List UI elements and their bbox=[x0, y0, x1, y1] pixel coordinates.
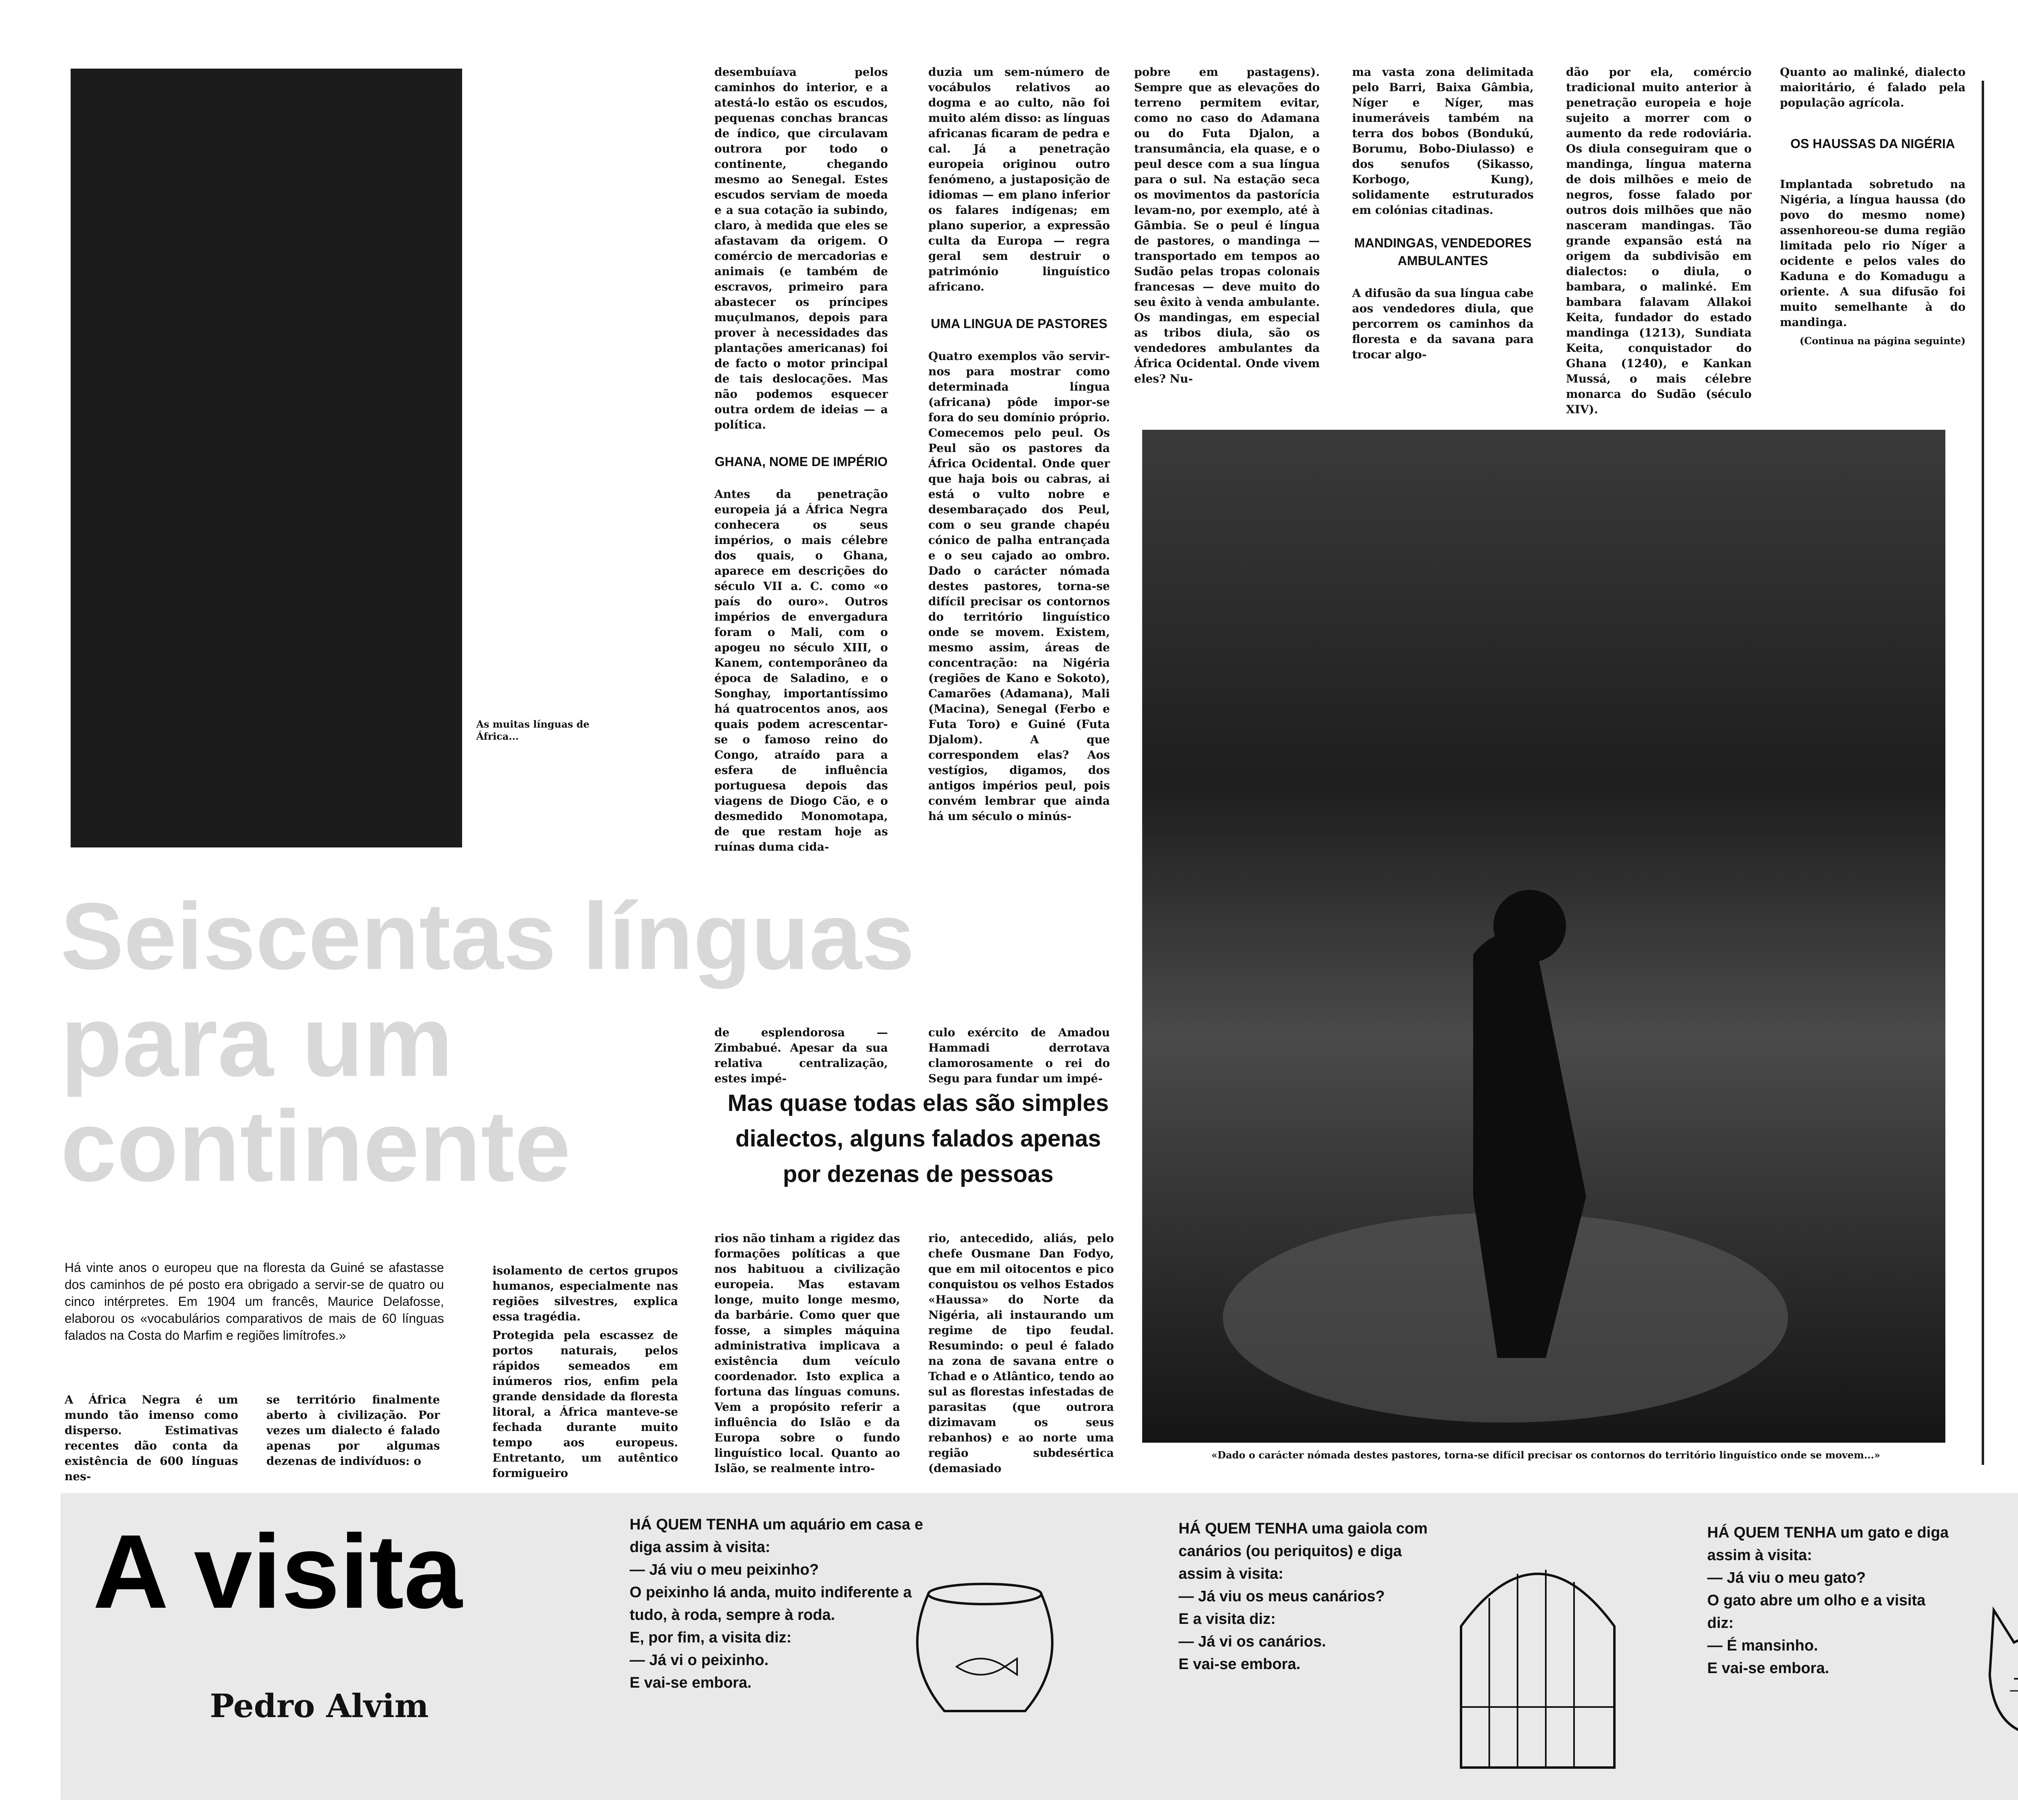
visita-item-aquario bbox=[630, 1513, 936, 1694]
visita-item-line: — Já viu o meu peixinho? bbox=[630, 1561, 819, 1578]
right-article-box bbox=[1982, 81, 2018, 1465]
visita-item-line: E a visita diz: bbox=[1179, 1611, 1276, 1628]
visita-item-canarios bbox=[1179, 1517, 1437, 1676]
visita-item-line: — Já viu o meu gato? bbox=[1707, 1569, 1866, 1586]
birdcage-icon bbox=[1449, 1538, 1627, 1780]
intro-column-b bbox=[65, 1392, 238, 1487]
col2-text3: de esplendorosa — Zimbabué. Apesar da sua relativa centralização, estes impé- bbox=[714, 1026, 888, 1085]
column-3-lower bbox=[928, 1025, 1110, 1090]
col7-subhead: OS HAUSSAS DA NIGÉRIA bbox=[1790, 136, 1955, 151]
col2-text: desembuíava pelos caminhos do interior, e a atestá-lo estão os escudos, pequenas conchas brancas de índico, que circulavam outrora por todo o continente, chegando mesmo ao Senegal. Estes escudos serviam de moeda e a sua cotação ia subindo, claro, à medida que eles se afastavam da origem. O comércio de mercadorias e animais (e também de escravos, primeiro para abastecer os príncipes muçulmanos, depois para prover à necessidades das plantações americanas) foi de facto o motor principal de tais deslocações. Mas não podemos esquecer outra ordem de ideias — a política. bbox=[714, 65, 888, 431]
visita-title: A visita bbox=[93, 1513, 463, 1630]
visita-item-line: E vai-se embora. bbox=[1179, 1656, 1301, 1673]
intro-p5: Protegida pela escassez de portos naturais, pelos rápidos semeados em inúmeros rios, enfim pela grande densidade da floresta litoral, a África manteve-se fechada durante muito tempo aos europeus. Entretanto, um autêntico formigueiro bbox=[492, 1328, 678, 1480]
col5-subhead: MANDINGAS, VENDEDORES AMBULANTES bbox=[1354, 236, 1532, 268]
intro-column-c bbox=[266, 1392, 440, 1472]
visita-item-head: HÁ QUEM TENHA um aquário em casa e diga assim à visita: bbox=[630, 1516, 923, 1556]
visita-item-line: E vai-se embora. bbox=[630, 1674, 752, 1691]
intro-column-a bbox=[65, 1259, 444, 1347]
headline-line-2: para um bbox=[61, 985, 453, 1097]
column-6 bbox=[1566, 65, 1752, 420]
visita-author: Pedro Alvim bbox=[210, 1687, 429, 1725]
visita-item-head: HÁ QUEM TENHA um gato e diga assim à visita: bbox=[1707, 1524, 1949, 1564]
col3-text2: Quatro exemplos vão servir-nos para mostrar como determinada língua (africana) pôde impor-se fora do seu domínio próprio. Comecemos pelo peul. Os Peul são os pastores da África Ocidental. Onde quer que haja bois ou cabras, ai está o vulto nobre e desembaraçado dos Peul, com o seu grande chapéu cónico de palha entrançada e o seu cajado ao ombro. Dado o carácter nómada destes pastores, torna-se difícil precisar os contornos do território linguístico onde se movem. Existem, mesmo assim, áreas de concentração: na Nigéria (regiões de Kano e Sokoto), Camarões (Adamana), Mali (Macina), Senegal (Ferbo e Futa Toro) e Guiné (Futa Djalom). A que correspondem elas? Aos vestígios, digamos, dos antigos impérios peul, pois convém lembrar que ainda há um século o minús- bbox=[928, 349, 1110, 823]
aquarium-icon bbox=[900, 1578, 1070, 1727]
lower-b-text: rio, antecedido, aliás, pelo chefe Ousmane Dan Fodyo, que em mil oitocentos e pico conquistou os velhos Estados «Haussa» do Norte da Nigéria, ali instaurando um regime de tipo feudal. Resumindo: o peul é falado na zona de savana entre o Tchad e o Atlântico, tendo ao sul as florestas infestadas de parasitas (que outrora dizimavam os seus rebanhos) e ao norte uma região subdesértica (demasiado bbox=[928, 1232, 1114, 1475]
lower-a-text: rios não tinham a rigidez das formações políticas a que nos habituou a civilização europeia. Mas estavam longe, muito longe mesmo, da barbárie. Como quer que fosse, a simples máquina administrativa implicava a existência dum veículo coordenador. Isto explica a fortuna das línguas comuns. Vem a propósito referir a influência do Islão e da Europa sobre o fundo linguístico local. Quanto ao Islão, se realmente intro- bbox=[714, 1232, 900, 1475]
intro-p3: se território finalmente aberto à civilização. Por vezes um dialecto é falado apenas por algumas dezenas de indivíduos: o bbox=[266, 1393, 440, 1468]
title-line-1 bbox=[2010, 121, 2018, 182]
photo-figure bbox=[1142, 430, 1945, 1443]
lower-column-b bbox=[928, 1231, 1114, 1479]
headline-line-3: continente bbox=[61, 1090, 571, 1202]
col3-text: duzia um sem-número de vocábulos relativos ao dogma e ao culto, não foi muito além disso: as línguas africanas ficaram de pedra e cal. Já a penetração europeia originou outro fenómeno, a justaposição de idiomas — em plano inferior os falares indígenas; em plano superior, a expressão culta da Europa — regra geral sem destruir o património linguístico africano. bbox=[928, 65, 1110, 293]
column-4 bbox=[1134, 65, 1320, 390]
intro-p1: Há vinte anos o europeu que na floresta da Guiné se afastasse dos caminhos de pé posto era obrigado a servir-se de quatro ou cinco intérpretes. Em 1904 um francês, Maurice Delafosse, elaborou os «vocabulários comparativos de mais de 60 línguas falados na Costa do Marfim e regiões limítrofes.» bbox=[65, 1260, 444, 1343]
visita-item-line: E, por fim, a visita diz: bbox=[630, 1629, 792, 1646]
cat-icon bbox=[1978, 1586, 2018, 1747]
visita-item-line: O gato abre um olho e a visita diz: bbox=[1707, 1592, 1926, 1632]
right-article-title bbox=[2010, 121, 2018, 242]
visita-item-line: O peixinho lá anda, muito indiferente a tudo, à roda, sempre à roda. bbox=[630, 1584, 912, 1623]
headline-line-1: Seiscentas línguas bbox=[61, 883, 915, 989]
pull-quote: Mas quase todas elas são simples dialectos, alguns falados apenas por dezenas de pessoas bbox=[727, 1090, 1109, 1187]
central-photo bbox=[1142, 430, 1945, 1443]
title-line-2 bbox=[2010, 182, 2018, 242]
photo-caption: «Dado o carácter nómada destes pastores, torna-se difícil precisar os contornos do território linguístico onde se movem...» bbox=[1211, 1449, 1880, 1461]
left-photo-caption: As muitas línguas de África... bbox=[476, 718, 590, 742]
visita-item-head: HÁ QUEM TENHA uma gaiola com canários (ou periquitos) e diga assim à visita: bbox=[1179, 1520, 1428, 1582]
col7-text2: Implantada sobretudo na Nigéria, a língua haussa (do povo do mesmo nome) assenhoreou-se duma região limitada pelo rio Níger a ocidente e pelos vales do Kaduna e do Komadugu a oriente. A sua difusão foi muito semelhante à do mandinga. bbox=[1780, 178, 1966, 329]
col2-text2: Antes da penetração europeia já a África Negra conhecera os seus impérios, o mais célebre dos quais, o Ghana, aparece em descrições do século VII a. C. como «o país do ouro». Outros impérios de envergadura foram o Mali, com o apogeu no século XIII, o Kanem, contemporâneo da época de Saladino, e o Songhay, importantíssimo há quatrocentos anos, aos quais podem acrescentar-se o famoso reino do Congo, atraído para a esfera de influência portuguesa depois das viagens de Diogo Cão, e o desmedido Monomotapa, de que restam hoje as ruínas duma cida- bbox=[714, 487, 888, 854]
col7-continua: (Continua na página seguinte) bbox=[1799, 335, 1966, 347]
col7-text: Quanto ao malinké, dialecto maioritário, é falado pela população agrícola. bbox=[1780, 65, 1966, 109]
col5-text: ma vasta zona delimitada pelo Barri, Baixa Gâmbia, Níger e Níger, mas inumeráveis também na terra dos bobos (Bondukú, Borumu, Bobo-Diulasso) e dos senufos (Sikasso, Korbogo, Kung), solidamente estruturados em colónias citadinas. bbox=[1352, 65, 1534, 217]
col6-text: dão por ela, comércio tradicional muito anterior à penetração europeia e hoje sujeito a morrer com o aumento da rede rodoviária. Os diula conseguiram que o mandinga, língua materna de dois milhões e meio de negros, fosse falado por outros dois milhões que não nasceram mandingas. Tão grande expansão está na origem da subdivisão em dialectos: o diula, o bambara, o malinké. Em bambara falavam Allakoi Keita, fundador do estado mandinga (1213), Sundiata Keita, conquistador do Ghana (1240), e Kankan Mussá, o mais célebre monarca do Sudão (século XIV). bbox=[1566, 65, 1752, 416]
col2-subhead: GHANA, NOME DE IMPÉRIO bbox=[714, 454, 888, 469]
col5-text2: A difusão da sua língua cabe aos vendedores diula, que percorrem os caminhos da floresta e da savana para trocar algo- bbox=[1352, 287, 1534, 361]
column-2 bbox=[714, 65, 888, 858]
visita-item-line: — É mansinho. bbox=[1707, 1637, 1818, 1654]
col3-text3: culo exército de Amadou Hammadi derrotava clamorosamente o rei do Segu para fundar um impé- bbox=[928, 1026, 1110, 1085]
intro-p2: A África Negra é um mundo tão imenso como disperso. Estimativas recentes dão conta da existência de 600 línguas nes- bbox=[65, 1393, 238, 1483]
visita-item-line: — Já vi os canários. bbox=[1179, 1633, 1326, 1650]
left-photo bbox=[71, 69, 462, 847]
column-5 bbox=[1352, 65, 1534, 366]
visita-item-line: E vai-se embora. bbox=[1707, 1660, 1830, 1677]
visita-item-gato bbox=[1707, 1521, 1949, 1680]
column-7 bbox=[1780, 65, 1966, 352]
intro-column-d bbox=[492, 1263, 678, 1484]
col3-subhead: UMA LINGUA DE PASTORES bbox=[931, 316, 1107, 331]
column-3 bbox=[928, 65, 1110, 827]
col4-text: pobre em pastagens). Sempre que as elevações do terreno permitem evitar, como no caso do Adamana ou do Futa Djalon, a transumância, ela quase, e o peul desce com a sua língua para o sul. Na estação seca os movimentos da pastorícia levam-no, por exemplo, até à Gâmbia. Se o peul é língua de pastores, o mandinga — transportado em tempos ao Sudão pelas tropas colonais francesas — deve muito do seu êxito à venda ambulante. Os mandingas, em especial as tribos diula, são os vendedores ambulantes da África Ocidental. Onde vivem eles? Nu- bbox=[1134, 65, 1320, 385]
visita-item-line: — Já vi o peixinho. bbox=[630, 1652, 769, 1669]
lower-column-a bbox=[714, 1231, 900, 1479]
visita-item-line: — Já viu os meus canários? bbox=[1179, 1588, 1385, 1605]
column-2-lower bbox=[714, 1025, 888, 1090]
intro-p4: isolamento de certos grupos humanos, especialmente nas regiões silvestres, explica essa tragédia. bbox=[492, 1264, 678, 1323]
